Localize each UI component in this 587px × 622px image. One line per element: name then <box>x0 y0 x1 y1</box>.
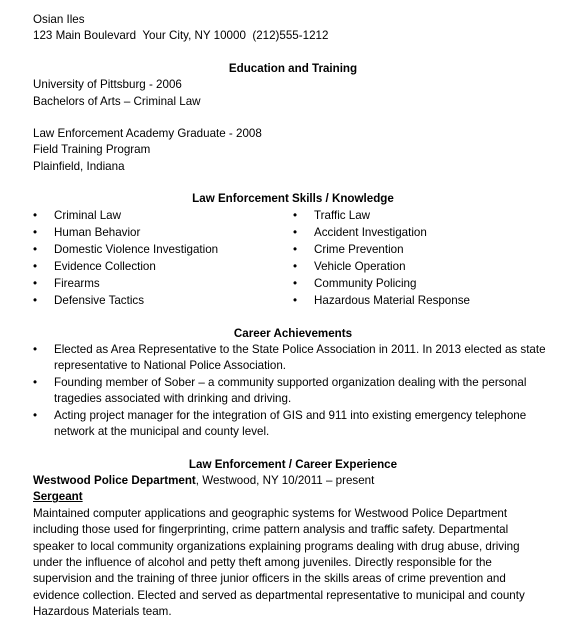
bullet-icon: • <box>33 343 38 357</box>
bullet-icon: • <box>33 293 38 307</box>
bullet-icon: • <box>293 225 298 239</box>
skills-left-column <box>33 208 293 310</box>
employer-line <box>33 473 553 489</box>
candidate-name: Osian Iles <box>33 13 85 26</box>
bullet-icon: • <box>293 242 298 256</box>
skill-item: • Evidence Collection <box>33 259 293 276</box>
employer-name: Westwood Police Department <box>33 473 196 487</box>
job-title: Sergeant <box>33 490 83 504</box>
bullet-icon: • <box>33 208 38 222</box>
bullet-icon: • <box>33 375 38 389</box>
education-line: Plainfield, Indiana <box>33 159 125 173</box>
skill-item: • Human Behavior <box>33 225 293 242</box>
achievement-item: • Acting project manager for the integration of GIS and 911 into existing emergency telephone network at the municipal and county level. <box>33 408 553 441</box>
bullet-icon: • <box>293 276 298 290</box>
employer-location-dates: , Westwood, NY 10/2011 – present <box>195 473 375 487</box>
achievements-heading: Career Achievements <box>233 326 353 340</box>
skills-list <box>33 208 553 310</box>
bullet-icon: • <box>33 276 38 290</box>
skill-item: • Firearms <box>33 276 293 293</box>
education-heading: Education and Training <box>228 61 358 75</box>
skills-right-column <box>293 208 553 310</box>
skill-item: • Vehicle Operation <box>293 259 553 276</box>
skill-item: • Traffic Law <box>293 208 553 225</box>
bullet-icon: • <box>293 208 298 222</box>
bullet-icon: • <box>293 293 298 307</box>
achievement-item: • Elected as Area Representative to the State Police Association in 2011. In 2013 elected as state representative to National Police Association. <box>33 342 553 375</box>
bullet-icon: • <box>33 225 38 239</box>
skill-item: • Domestic Violence Investigation <box>33 242 293 259</box>
bullet-icon: • <box>33 242 38 256</box>
skill-item: • Hazardous Material Response <box>293 293 553 310</box>
skill-item: • Accident Investigation <box>293 225 553 242</box>
skill-item: • Defensive Tactics <box>33 293 293 310</box>
bullet-icon: • <box>33 259 38 273</box>
achievement-item: • Founding member of Sober – a community supported organization dealing with the personal tragedies associated with drinking and driving. <box>33 375 553 408</box>
skill-item: • Criminal Law <box>33 208 293 225</box>
bullet-icon: • <box>33 408 38 422</box>
job-description: Maintained computer applications and geographic systems for Westwood Police Department including those used for fingerprinting, crime pattern analysis and traffic safety. Departmental speaker to local community organizations explaining programs dealing with drug abuse, driving under the influence of alcohol and petty theft among juveniles. Directly responsible for the supervision and the training of three junior officers in the skills areas of crime prevention and evidence collection. Elected and served as departmental representative to municipal and county Hazardous Materials team. <box>33 506 525 619</box>
skill-item: • Community Policing <box>293 276 553 293</box>
education-line: University of Pittsburg - 2006 <box>33 78 182 92</box>
skills-heading: Law Enforcement Skills / Knowledge <box>192 192 394 206</box>
education-line: Field Training Program <box>33 143 151 157</box>
education-line: Law Enforcement Academy Graduate - 2008 <box>33 127 262 141</box>
bullet-icon: • <box>293 259 298 273</box>
experience-heading: Law Enforcement / Career Experience <box>188 457 398 471</box>
education-line: Bachelors of Arts – Criminal Law <box>33 94 201 108</box>
resume-document <box>33 12 553 621</box>
skill-item: • Crime Prevention <box>293 242 553 259</box>
contact-info: 123 Main Boulevard Your City, NY 10000 (212)555-1212 <box>33 29 329 43</box>
